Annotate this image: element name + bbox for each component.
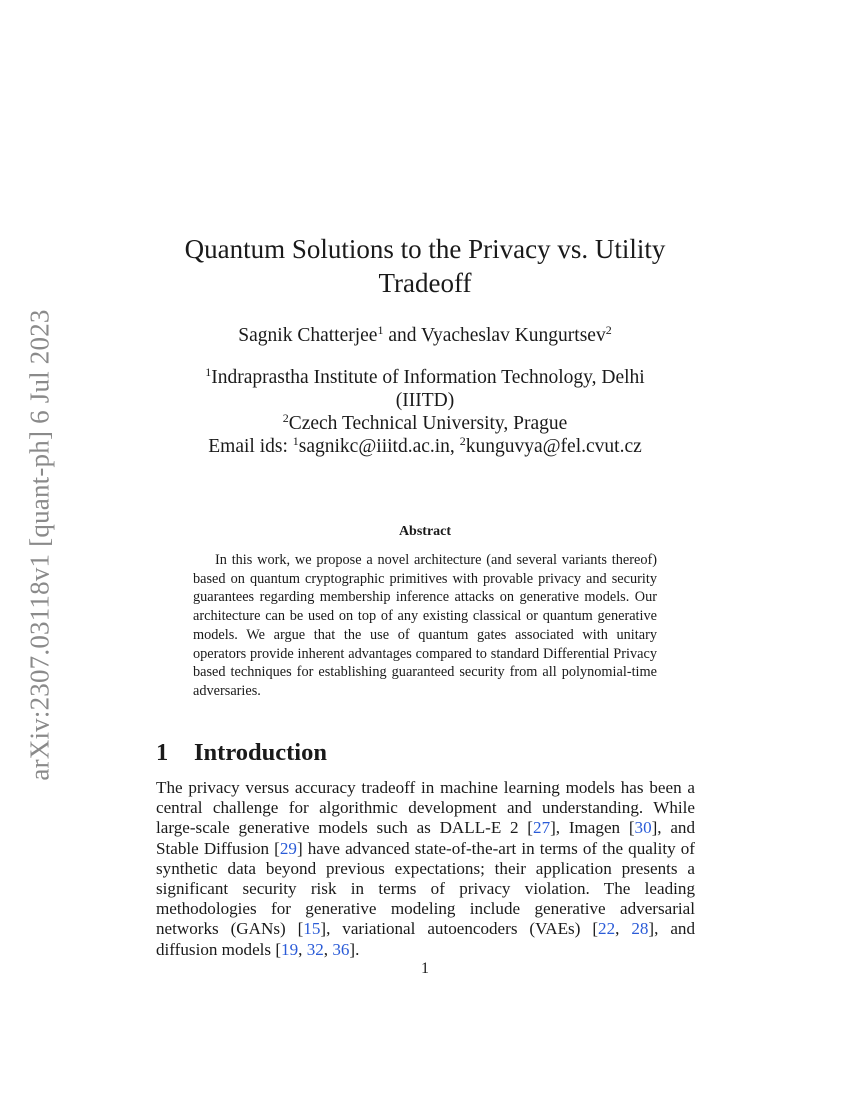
citation-link[interactable]: 28	[631, 919, 649, 939]
section-number: 1	[156, 739, 169, 766]
affiliation-marker: 2	[459, 434, 466, 448]
affiliations	[150, 366, 700, 458]
text-run: ,	[323, 939, 333, 959]
citation-link[interactable]: 29	[279, 838, 297, 858]
email-prefix: Email ids:	[208, 436, 293, 457]
text-run: ,	[298, 939, 307, 959]
affiliation-2-text: Czech Technical University, Prague	[288, 413, 568, 434]
page-number: 1	[421, 960, 429, 977]
citation-link[interactable]: 27	[533, 818, 551, 838]
affiliation-1-text: Indraprastha Institute of Information Technology, Delhi	[211, 367, 645, 388]
citation-link[interactable]: 36	[332, 939, 350, 959]
email-address: kunguvya@fel.cvut.cz	[465, 436, 642, 457]
citation-link[interactable]: 32	[306, 939, 324, 959]
title-line-1: Quantum Solutions to the Privacy vs. Utility	[184, 234, 666, 264]
citation-link[interactable]: 15	[303, 919, 321, 939]
email-line	[150, 435, 700, 458]
section-heading	[156, 739, 327, 767]
text-run: The privacy versus accuracy tradeoff in machine learning models has been a central challenge for algorithmic development and understanding. While large-scale generative models such as DALL-E 2 [	[156, 778, 695, 838]
author-list	[150, 324, 700, 347]
abstract-heading: Abstract	[398, 524, 452, 539]
author-name: Sagnik Chatterjee	[238, 325, 378, 346]
author-name: Vyacheslav Kungurtsev	[421, 325, 606, 346]
affiliation-1	[150, 366, 700, 389]
text-run: ], and diffusion models [	[156, 919, 696, 959]
affiliation-2	[150, 412, 700, 435]
citation-link[interactable]: 30	[634, 818, 652, 838]
author-joiner: and	[383, 325, 422, 346]
text-run: ], Imagen [	[550, 818, 635, 838]
text-run: ] have advanced state-of-the-art in terms of the quality of synthetic data beyond previous expectations; their application presents a significant security risk in terms of privacy violation. The leading methodologies for generative modeling include generative adversarial networks (GANs) [	[156, 838, 695, 939]
affiliation-marker: 1	[292, 434, 299, 448]
intro-paragraph	[156, 778, 695, 960]
text-run: ], and Stable Diffusion [	[156, 818, 696, 858]
affiliation-1-abbrev: (IIITD)	[395, 390, 455, 411]
title-line-2: Tradeoff	[378, 268, 472, 298]
affiliation-marker: 2	[605, 323, 612, 337]
affiliation-marker: 2	[282, 411, 289, 425]
text-run: ], variational autoencoders (VAEs) [	[320, 919, 599, 939]
arxiv-identifier: arXiv:2307.03118v1 [quant-ph] 6 Jul 2023	[24, 309, 55, 781]
citation-link[interactable]: 19	[281, 939, 299, 959]
abstract-text: In this work, we propose a novel architecture (and several variants thereof) based on quantum cryptographic primitives with provable privacy and security guarantees regarding membership inference attacks on generative models. Our architecture can be used on top of any existing classical or quantum generative models. We argue that the use of quantum gates associated with unitary operators provide inherent advantages compared to standard Differential Privacy based techniques for establishing guaranteed security from all polynomial-time adversaries.	[193, 552, 657, 699]
text-run: ].	[349, 939, 360, 959]
section-title: Introduction	[194, 739, 327, 766]
affiliation-marker: 1	[205, 365, 212, 379]
citation-link[interactable]: 22	[598, 919, 616, 939]
paper-title	[150, 232, 700, 300]
text-run: ,	[615, 919, 632, 939]
affiliation-marker: 1	[377, 323, 384, 337]
email-address: sagnikc@iiitd.ac.in,	[298, 436, 460, 457]
